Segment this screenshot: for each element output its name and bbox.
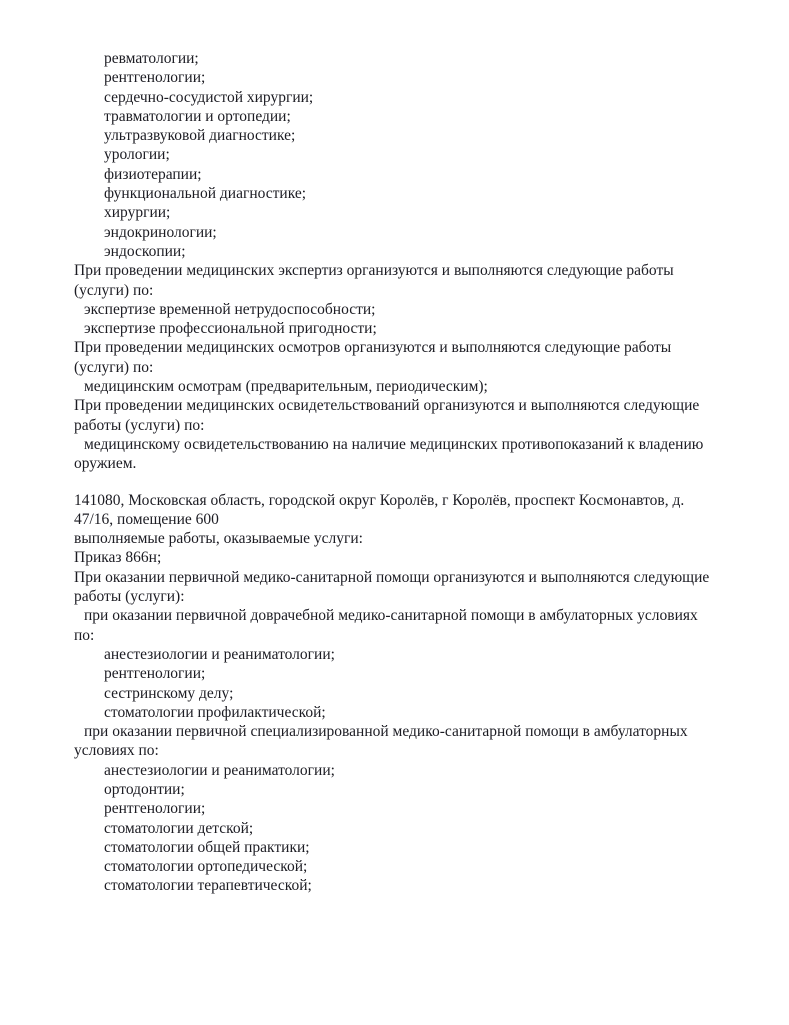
paragraph-line: работы (услуги): bbox=[74, 588, 185, 606]
list-item: рентгенологии; bbox=[104, 69, 206, 87]
list-item: анестезиологии и реаниматологии; bbox=[104, 761, 335, 779]
list-item: экспертизе временной нетрудоспособности; bbox=[84, 300, 376, 318]
paragraph-line: выполняемые работы, оказываемые услуги: bbox=[74, 530, 363, 548]
list-item: травматологии и ортопедии; bbox=[104, 107, 291, 125]
list-item: стоматологии детской; bbox=[104, 819, 254, 837]
list-item: ортодонтии; bbox=[104, 780, 185, 798]
list-item: сестринскому делу; bbox=[104, 684, 234, 702]
paragraph-line: 141080, Московская область, городской округ Королёв, г Королёв, проспект Космонавтов, д. bbox=[74, 491, 685, 509]
list-item: стоматологии общей практики; bbox=[104, 838, 310, 856]
list-item: рентгенологии; bbox=[104, 665, 206, 683]
list-item: функциональной диагностике; bbox=[104, 185, 307, 203]
list-item: сердечно-сосудистой хирургии; bbox=[104, 88, 314, 106]
paragraph-line: работы (услуги) по: bbox=[74, 416, 205, 434]
list-item: экспертизе профессиональной пригодности; bbox=[84, 320, 377, 338]
list-item: стоматологии терапевтической; bbox=[104, 877, 312, 895]
paragraph-line: при оказании первичной специализированной медико-санитарной помощи в амбулаторных bbox=[84, 723, 688, 741]
paragraph-line: При проведении медицинских освидетельствований организуются и выполняются следующие bbox=[74, 397, 700, 415]
list-item: эндоскопии; bbox=[104, 242, 186, 260]
list-item: стоматологии профилактической; bbox=[104, 703, 326, 721]
document-body bbox=[74, 49, 746, 896]
paragraph-line: При проведении медицинских экспертиз организуются и выполняются следующие работы bbox=[74, 262, 674, 280]
list-item: эндокринологии; bbox=[104, 223, 217, 241]
paragraph-line: (услуги) по: bbox=[74, 358, 154, 376]
list-item: рентгенологии; bbox=[104, 800, 206, 818]
list-item: физиотерапии; bbox=[104, 165, 202, 183]
paragraph-line: При проведении медицинских осмотров организуются и выполняются следующие работы bbox=[74, 339, 672, 357]
paragraph-line: Приказ 866н; bbox=[74, 549, 162, 567]
blank-line bbox=[74, 474, 746, 491]
paragraph-line: при оказании первичной доврачебной медико-санитарной помощи в амбулаторных условиях bbox=[84, 607, 698, 625]
list-item: ревматологии; bbox=[104, 50, 199, 67]
list-item: медицинским осмотрам (предварительным, периодическим); bbox=[84, 378, 488, 396]
paragraph-line: оружием. bbox=[74, 455, 137, 473]
paragraph-line: (услуги) по: bbox=[74, 281, 154, 299]
paragraph-line: условиях по: bbox=[74, 742, 159, 760]
paragraph-line: по: bbox=[74, 626, 95, 644]
list-item: хирургии; bbox=[104, 204, 171, 222]
list-item: ультразвуковой диагностике; bbox=[104, 127, 296, 145]
list-item: анестезиологии и реаниматологии; bbox=[104, 645, 335, 663]
list-item: урологии; bbox=[104, 146, 170, 164]
list-item: стоматологии ортопедической; bbox=[104, 858, 308, 876]
paragraph-line: 47/16, помещение 600 bbox=[74, 510, 219, 528]
paragraph-line: медицинскому освидетельствованию на наличие медицинских противопоказаний к владению bbox=[84, 435, 704, 453]
paragraph-line: При оказании первичной медико-санитарной помощи организуются и выполняются следующие bbox=[74, 568, 710, 586]
